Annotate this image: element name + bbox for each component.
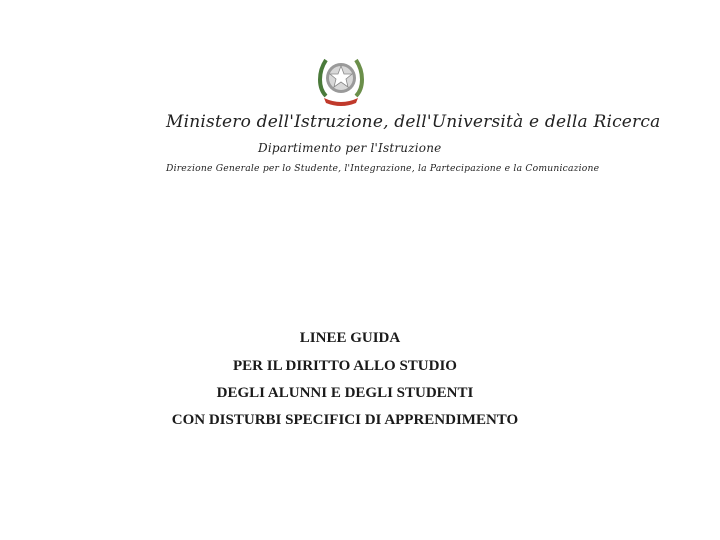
document-title-line-3: DEGLI ALUNNI E DEGLI STUDENTI xyxy=(216,385,474,401)
document-title-line-4: CON DISTURBI SPECIFICI DI APPRENDIMENTO xyxy=(171,412,519,428)
document-title-line-1: LINEE GUIDA xyxy=(299,330,401,346)
directorate-name: Direzione Generale per lo Studente, l'Integrazione, la Partecipazione e la Comunicazione xyxy=(166,163,600,174)
department-name: Dipartimento per l'Istruzione xyxy=(258,141,442,155)
ministry-name: Ministero dell'Istruzione, dell'Università e della Ricerca xyxy=(166,112,661,132)
document-title-line-2: PER IL DIRITTO ALLO STUDIO xyxy=(233,358,457,374)
italian-republic-emblem-icon xyxy=(316,52,366,108)
